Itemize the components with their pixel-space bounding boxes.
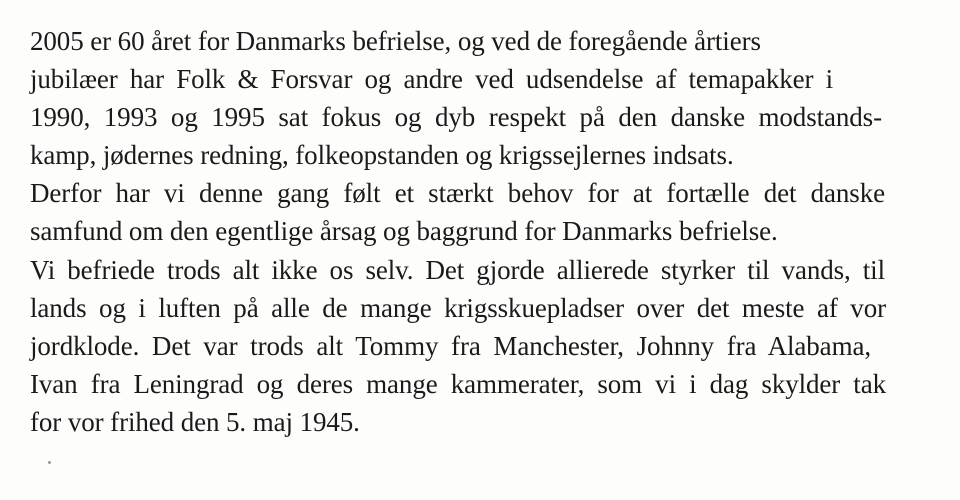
body-paragraph <box>30 22 950 441</box>
text-line-6: samfund om den egentlige årsag og baggrund for Danmarks befrielse. <box>30 216 778 247</box>
text-line-3: 1990, 1993 og 1995 sat fokus og dyb respekt på den danske modstands- <box>30 102 882 133</box>
text-line-8: lands og i luften på alle de mange krigsskuepladser over det meste af vor <box>30 292 886 323</box>
text-line-2: jubilæer har Folk & Forsvar og andre ved udsendelse af temapakker i <box>30 64 833 95</box>
text-line-5: Derfor har vi denne gang følt et stærkt behov for at fortælle det danske <box>30 178 885 209</box>
text-line-7: Vi befriede trods alt ikke os selv. Det gjorde allierede styrker til vands, til <box>30 254 885 285</box>
text-line-1: 2005 er 60 året for Danmarks befrielse, og ved de foregående årtiers <box>30 26 761 56</box>
text-line-9: jordklode. Det var trods alt Tommy fra Manchester, Johnny fra Alabama, <box>30 330 871 361</box>
text-line-11: for vor frihed den 5. maj 1945. <box>30 406 360 437</box>
scan-speck <box>48 461 51 464</box>
text-line-10: Ivan fra Leningrad og deres mange kammerater, som vi i dag skylder tak <box>30 368 886 399</box>
text-line-4: kamp, jødernes redning, folkeopstanden og krigssejlernes indsats. <box>30 140 734 171</box>
